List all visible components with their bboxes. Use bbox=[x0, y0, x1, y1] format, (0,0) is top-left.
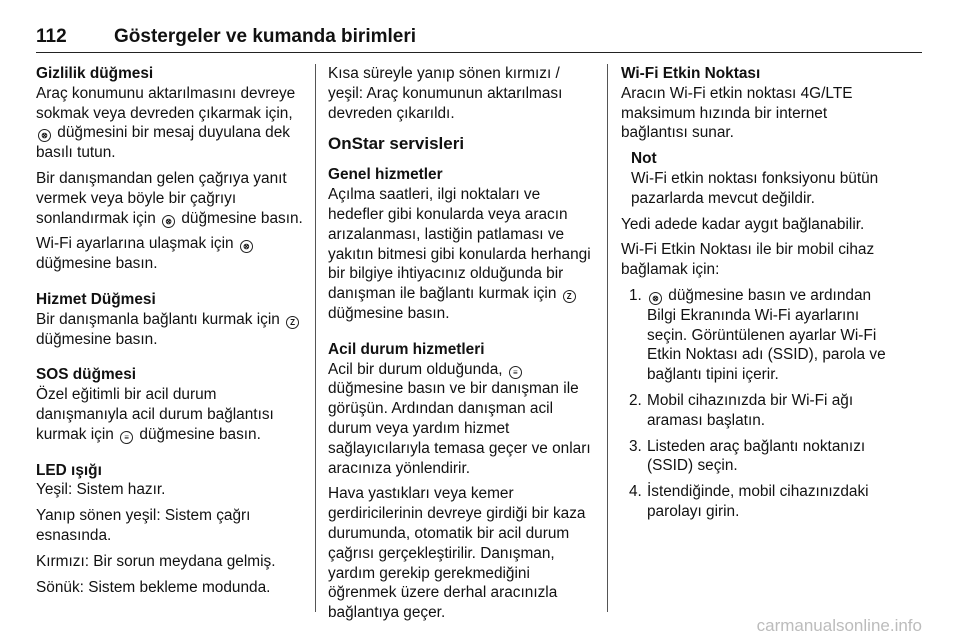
paragraph: Sönük: Sistem bekleme modunda. bbox=[36, 578, 271, 596]
service-button-icon: Z bbox=[563, 290, 576, 303]
privacy-button-icon: ⊗ bbox=[240, 240, 253, 253]
paragraph: Hava yastıkları veya kemer gerdiricilerinin devreye girdiği bir kaza durumunda, otomatik bir acil durum çağrısı gerçekleştirilir. Danışman, yardım gerekip gerekmediğini öğrenmek üzere derhal aracınızla bağlantıya geçer. bbox=[328, 485, 586, 622]
paragraph: Aracın Wi-Fi etkin noktası 4G/LTE maksimum hızında bir internet bağlantısı sunar. bbox=[621, 84, 853, 142]
page-title: Göstergeler ve kumanda birimleri bbox=[114, 26, 417, 47]
privacy-button-icon: ⊗ bbox=[38, 129, 51, 142]
paragraph: Wi-Fi Etkin Noktası ile bir mobil cihaz bağlamak için: bbox=[621, 241, 875, 279]
section-title: OnStar servisleri bbox=[328, 134, 465, 154]
watermark: carmanualsonline.info bbox=[756, 616, 922, 635]
column-divider bbox=[315, 64, 316, 612]
paragraph: Acil bir durum olduğunda, ≡ düğmesine basın ve bir danışman ile görüşün. Ardından danışman acil durum veya yardım hizmet sağlayıcılarıyla temasa geçer ve onları aracınıza yönlendirir. bbox=[328, 360, 591, 477]
paragraph: Yanıp sönen yeşil: Sistem çağrı esnasında. bbox=[36, 507, 251, 544]
paragraph: Kısa süreyle yanıp sönen kırmızı / yeşil: Araç konumunun aktarılması devreden çıkarıldı. bbox=[328, 65, 563, 122]
note-text: Wi-Fi etkin noktası fonksiyonu bütün pazarlarda mevcut değildir. bbox=[631, 169, 879, 207]
list-item: 4. İstendiğinde, mobil cihazınızdaki parolayı girin. bbox=[629, 483, 869, 520]
list-item: 2. Mobil cihazınızda bir Wi-Fi ağı araması başlatın. bbox=[629, 391, 854, 429]
general-heading: Genel hizmetler bbox=[328, 166, 443, 184]
column-1 bbox=[36, 64, 304, 603]
sos-button-icon: ≡ bbox=[120, 431, 133, 444]
emergency-heading: Acil durum hizmetleri bbox=[328, 340, 485, 358]
paragraph: Yedi adede kadar aygıt bağlanabilir. bbox=[621, 215, 865, 233]
led-heading: LED ışığı bbox=[36, 461, 102, 479]
privacy-heading: Gizlilik düğmesi bbox=[36, 65, 154, 82]
page-number: 112 bbox=[36, 26, 67, 47]
column-divider bbox=[607, 64, 608, 612]
service-button-icon: Z bbox=[286, 316, 299, 329]
sos-button-icon: ≡ bbox=[509, 366, 522, 379]
paragraph: Yeşil: Sistem hazır. bbox=[36, 481, 166, 499]
steps-list bbox=[621, 286, 891, 522]
service-heading: Hizmet Düğmesi bbox=[36, 290, 156, 308]
privacy-button-icon: ⊗ bbox=[649, 292, 662, 305]
paragraph: Açılma saatleri, ilgi noktaları ve hedefler gibi konularda veya aracın arızalanması, lastiğin patlaması ve yakıtın bitmesi gibi konularda herhangi bir bilgiye ihtiyacınız olduğunda bir danışman ile bağlantı kurmak için Z düğmesine basın. bbox=[328, 186, 591, 322]
column-3 bbox=[621, 64, 891, 528]
list-item: 3. Listeden araç bağlantı noktanızı (SSID) seçin. bbox=[629, 437, 866, 475]
paragraph: Bir danışmanla bağlantı kurmak için Z düğmesine basın. bbox=[36, 310, 304, 350]
wifi-heading: Wi-Fi Etkin Noktası bbox=[621, 65, 761, 82]
note-heading: Not bbox=[631, 150, 657, 168]
paragraph: Bir danışmandan gelen çağrıya yanıt vermek veya böyle bir çağrıyı sonlandırmak için ⊗ düğmesine basın. bbox=[36, 169, 303, 227]
page-header bbox=[36, 24, 922, 53]
privacy-button-icon: ⊗ bbox=[162, 215, 175, 228]
paragraph: Wi-Fi ayarlarına ulaşmak için ⊗ düğmesine basın. bbox=[36, 234, 304, 274]
note-box bbox=[631, 149, 891, 208]
paragraph: Kırmızı: Bir sorun meydana gelmiş. bbox=[36, 552, 276, 570]
paragraph: Araç konumunu aktarılmasını devreye sokmak veya devreden çıkarmak için, ⊗ düğmesini bir mesaj duyulana dek basılı tutun. bbox=[36, 84, 296, 162]
list-item: 1. ⊗ düğmesine basın ve ardından Bilgi Ekranında Wi-Fi ayarlarını seçin. Görüntülenen ayarlar Wi-Fi Etkin Noktası adı (SSID), parola ve bağlantı tipini içerir. bbox=[629, 286, 886, 384]
column-2 bbox=[328, 64, 596, 629]
sos-heading: SOS düğmesi bbox=[36, 366, 137, 384]
paragraph: Özel eğitimli bir acil durum danışmanıyla acil durum bağlantısı kurmak için ≡ düğmesine basın. bbox=[36, 386, 274, 443]
